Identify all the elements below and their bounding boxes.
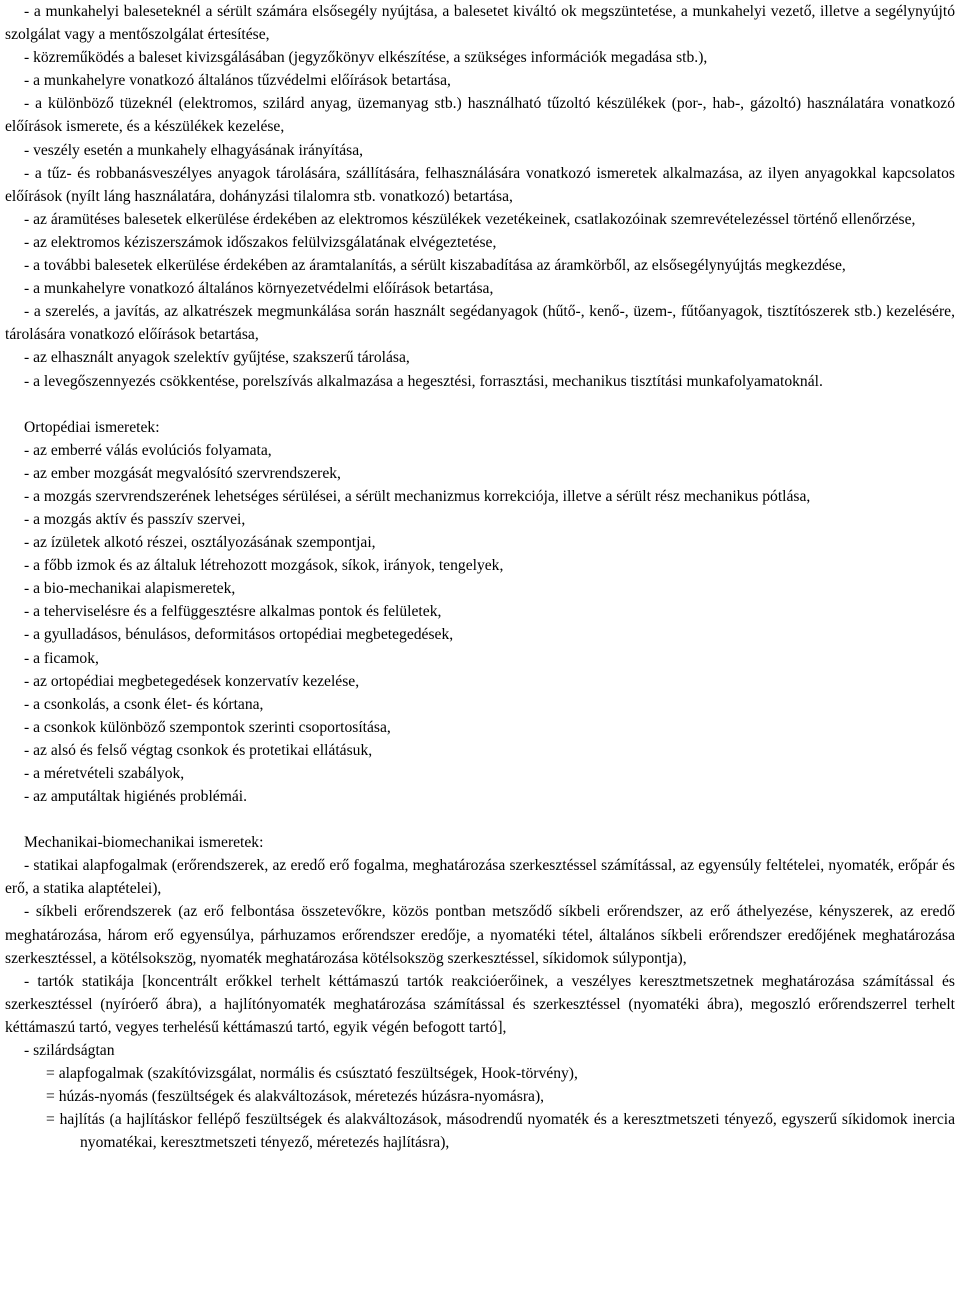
list-item: - veszély esetén a munkahely elhagyásának irányítása,: [24, 141, 364, 159]
list-item: - a különböző tüzeknél (elektromos, szilárd anyag, üzemanyag stb.) használható tűzoltó készülékek (por-, hab-, gázoltó) használatára vonatkozó előírások ismerete, és a készülékek kezelése,: [5, 95, 955, 136]
list-item: - az ortopédiai megbetegedések konzervatív kezelése,: [24, 672, 360, 690]
list-item: - a munkahelyi baleseteknél a sérült számára elsősegély nyújtása, a balesetet kiváltó ok megszüntetése, a munkahelyi vezető, illetve a segélynyújtó szolgálat vagy a mentőszolgálat értesítése,: [5, 3, 955, 44]
list-item: - az ember mozgását megvalósító szervrendszerek,: [24, 464, 341, 482]
list-item: - a bio-mechanikai alapismeretek,: [24, 580, 236, 598]
list-item: - a ficamok,: [24, 649, 99, 667]
list-item: - statikai alapfogalmak (erőrendszerek, az eredő erő fogalma, meghatározása szerkesztéssel számítással, az egyensúly feltételei, nyomaték, erőpár és erő, a statika alaptételei),: [5, 857, 955, 898]
list-item: - az alsó és felső végtag csonkok és protetikai ellátásuk,: [24, 741, 373, 759]
section-heading: Ortopédiai ismeretek:: [24, 418, 160, 436]
list-item: - a szerelés, a javítás, az alkatrészek megmunkálása során használt segédanyagok (hűtő-, kenő-, üzem-, fűtőanyagok, tisztítószerek stb.) kezelésére, tárolására vonatkozó előírások betartása,: [5, 303, 955, 344]
list-item: - a munkahelyre vonatkozó általános környezetvédelmi előírások betartása,: [24, 280, 494, 298]
list-item: - az elektromos kéziszerszámok időszakos felülvizsgálatának elvégeztetése,: [24, 233, 497, 251]
list-item: - síkbeli erőrendszerek (az erő felbontása összetevőkre, közös pontban metsződő síkbeli erőrendszer, az erő áthelyezése, kényszerek, az eredő meghatározása, három erő egyensúlya, párhuzamos erőrendszer eredője, a nyomatéki tétel, általános síkbeli erőrendszer eredőjének meghatározása szerkesztéssel, a kötélsokszög, nyomaték meghatározása kötélsokszög szerkesztéssel, síkidomok súlypontja),: [5, 903, 955, 967]
list-item: - a mozgás szervrendszerének lehetséges sérülései, a sérült mechanizmus korrekciója, illetve a sérült rész mechanikus pótlása,: [24, 487, 811, 505]
sub-list-item: = húzás-nyomás (feszültségek és alakváltozások, méretezés húzásra-nyomásra),: [46, 1088, 545, 1106]
safety-requirements-list: [5, 0, 955, 393]
mechanics-biomechanics-section: [5, 831, 955, 1154]
orthopedic-knowledge-section: [5, 416, 955, 809]
list-item: - a főbb izmok és az általuk létrehozott mozgások, síkok, irányok, tengelyek,: [24, 557, 504, 575]
list-item: - az emberré válás evolúciós folyamata,: [24, 441, 272, 459]
list-item: - az amputáltak higiénés problémái.: [24, 788, 247, 806]
list-item: - a gyulladásos, bénulásos, deformitásos ortopédiai megbetegedések,: [24, 626, 454, 644]
list-item: - az ízületek alkotó részei, osztályozásának szempontjai,: [24, 534, 376, 552]
list-item: - a teherviselésre és a felfüggesztésre alkalmas pontok és felületek,: [24, 603, 442, 621]
list-item: - a munkahelyre vonatkozó általános tűzvédelmi előírások betartása,: [24, 72, 451, 90]
list-item: - közreműködés a baleset kivizsgálásában (jegyzőkönyv elkészítése, a szükséges információk megadása stb.),: [24, 49, 708, 67]
list-item: - az áramütéses balesetek elkerülése érdekében az elektromos készülékek vezetékeinek, csatlakozóinak szemrevételezéssel történő ellenőrzése,: [24, 210, 916, 228]
sub-list-item: = hajlítás (a hajlításkor fellépő feszültségek és alakváltozások, másodrendű nyomaték és a keresztmetszeti tényező, egyszerű síkidomok inercia nyomatékai, keresztmetszeti tényező, méretezés hajlításra),: [46, 1111, 955, 1152]
list-item: - a levegőszennyezés csökkentése, porelszívás alkalmazása a hegesztési, forrasztási, mechanikus tisztítási munkafolyamatoknál.: [24, 372, 823, 390]
list-item: - a mozgás aktív és passzív szervei,: [24, 510, 246, 528]
section-spacer: [5, 808, 955, 831]
sub-list-item: = alapfogalmak (szakítóvizsgálat, normális és csúsztató feszültségek, Hook-törvény),: [46, 1065, 578, 1083]
list-item: - a csonkolás, a csonk élet- és kórtana,: [24, 695, 264, 713]
section-heading: Mechanikai-biomechanikai ismeretek:: [24, 834, 264, 852]
document-page: [5, 0, 955, 1155]
list-item: - a csonkok különböző szempontok szerinti csoportosítása,: [24, 718, 391, 736]
list-item: - tartók statikája [koncentrált erőkkel terhelt kéttámaszú tartók reakcióerőinek, a veszélyes keresztmetszetnek meghatározása számítással és szerkesztéssel (nyíróerő ábra), a hajlítónyomaték meghatározása számítással és szerkesztéssel (nyomatéki ábra), megoszló erőrendszerrel terhelt kéttámaszú tartó, vegyes terhelésű kéttámaszú tartó, egyik végén befogott tartó],: [5, 972, 955, 1036]
list-item: - a tűz- és robbanásveszélyes anyagok tárolására, szállítására, felhasználására vonatkozó ismeretek alkalmazása, az ilyen anyagokkal kapcsolatos előírások (nyílt láng használatára, dohányzási tilalomra stb. vonatkozó) betartása,: [5, 164, 955, 205]
list-item: - a további balesetek elkerülése érdekében az áramtalanítás, a sérült kiszabadítása az áramkörből, az elsősegélynyújtás megkezdése,: [24, 257, 846, 275]
list-item: - az elhasznált anyagok szelektív gyűjtése, szakszerű tárolása,: [24, 349, 410, 367]
section-spacer: [5, 393, 955, 416]
list-item: - a méretvételi szabályok,: [24, 765, 185, 782]
list-item: - szilárdságtan: [24, 1042, 115, 1060]
